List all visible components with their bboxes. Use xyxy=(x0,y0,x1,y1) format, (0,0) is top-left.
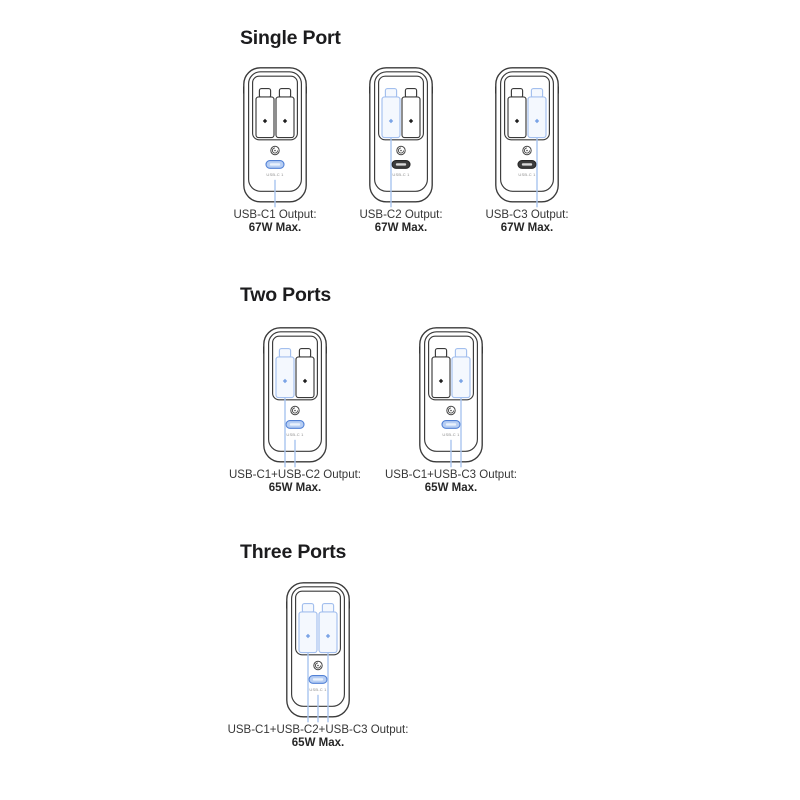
output-label: USB-C3 Output: xyxy=(485,209,569,221)
diagram-single-usb-c3 xyxy=(417,67,637,235)
diagram-caption xyxy=(208,724,428,750)
diagram-caption xyxy=(417,209,637,235)
output-label: USB-C1+USB-C2 Output: xyxy=(229,469,361,481)
charger-all-ports-highlighted xyxy=(286,582,350,723)
charger-usb-c3-highlighted xyxy=(495,67,559,208)
section-heading-three-ports: Three Ports xyxy=(240,541,347,563)
output-wattage: 65W Max. xyxy=(291,737,345,749)
output-wattage: 65W Max. xyxy=(424,482,478,494)
charger-usb-c1-c3-highlighted xyxy=(419,327,483,468)
output-wattage: 67W Max. xyxy=(374,222,428,234)
output-label: USB-C2 Output: xyxy=(359,209,443,221)
output-wattage: 65W Max. xyxy=(268,482,322,494)
section-heading-two-ports: Two Ports xyxy=(240,284,332,306)
output-label: USB-C1+USB-C2+USB-C3 Output: xyxy=(227,724,409,736)
output-label: USB-C1+USB-C3 Output: xyxy=(385,469,517,481)
output-label: USB-C1 Output: xyxy=(233,209,317,221)
output-wattage: 67W Max. xyxy=(248,222,302,234)
diagram-three-usb-c1-c2-c3 xyxy=(208,582,428,750)
section-heading-single-port: Single Port xyxy=(240,27,341,49)
charger-usb-c1-c2-highlighted xyxy=(263,327,327,468)
diagram-two-usb-c1-c3 xyxy=(341,327,561,495)
diagram-caption xyxy=(341,469,561,495)
output-wattage: 67W Max. xyxy=(500,222,554,234)
